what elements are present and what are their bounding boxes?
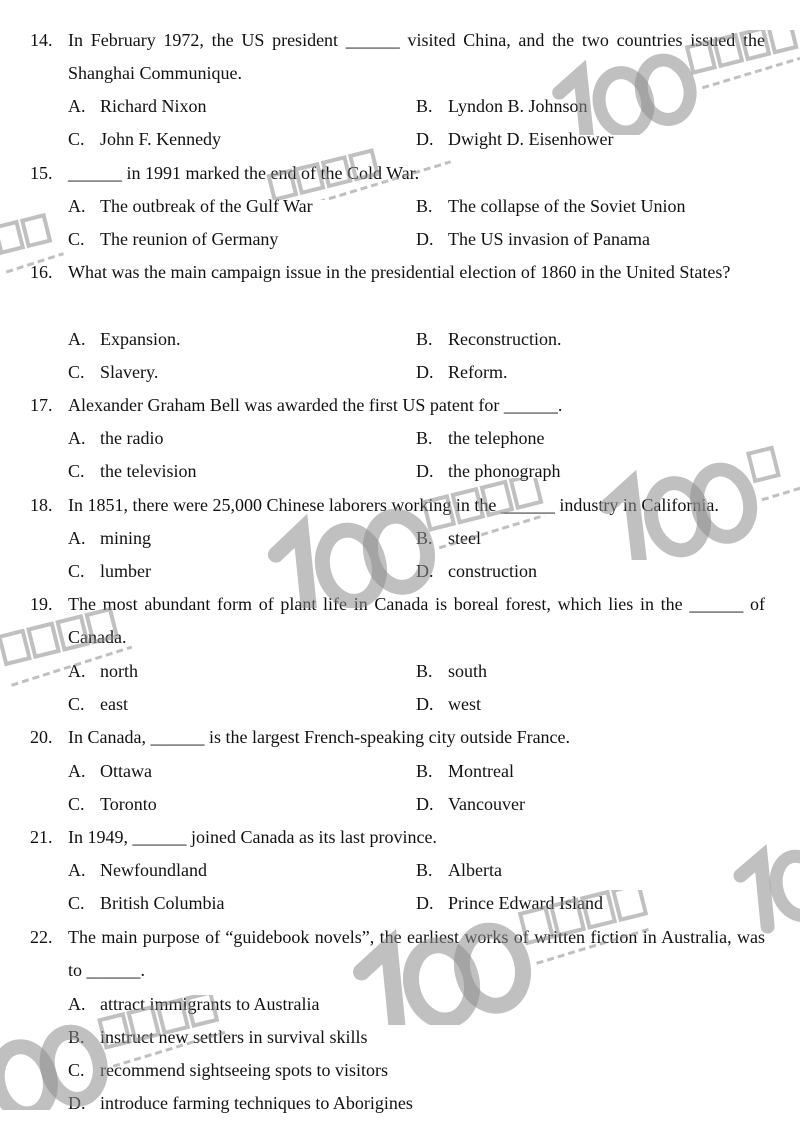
option-c: C. Toronto	[68, 794, 157, 814]
option-a: A. Richard Nixon	[68, 96, 207, 116]
option-b: B. The collapse of the Soviet Union	[416, 196, 686, 216]
question-stem: In 1949, ______ joined Canada as its last province.	[68, 827, 437, 847]
question-stem: ______ in 1991 marked the end of the Cold War.	[68, 163, 420, 183]
option-b: B. Alberta	[416, 860, 502, 880]
question-stem: What was the main campaign issue in the presidential election of 1860 in the United States?	[68, 262, 731, 282]
option-c: C. recommend sightseeing spots to visitors	[68, 1060, 388, 1080]
question-stem: In February 1972, the US president ______ visited China, and the two countries issued the Shanghai Communique.	[68, 30, 765, 84]
option-d: D. Dwight D. Eisenhower	[416, 129, 614, 149]
question-stem: The main purpose of “guidebook novels”, the earliest works of written fiction in Australia, was to ______.	[68, 927, 765, 981]
option-d: D. Reform.	[416, 362, 508, 382]
option-c: C. John F. Kennedy	[68, 129, 222, 149]
question-number: 20.	[30, 727, 53, 747]
question-number: 19.	[30, 594, 53, 614]
question-number: 21.	[30, 827, 53, 847]
question-number: 18.	[30, 495, 53, 515]
option-a: A. Newfoundland	[68, 860, 207, 880]
option-d: D. west	[416, 694, 481, 714]
option-b: B. Montreal	[416, 761, 514, 781]
option-d: D. the phonograph	[416, 461, 561, 481]
option-c: C. Slavery.	[68, 362, 159, 382]
option-b: B. Lyndon B. Johnson	[416, 96, 588, 116]
option-c: C. British Columbia	[68, 893, 225, 913]
question-stem: In 1851, there were 25,000 Chinese laborers working in the ______ industry in California.	[68, 495, 719, 515]
option-a: A. The outbreak of the Gulf War	[68, 196, 313, 216]
option-a: A. north	[68, 661, 138, 681]
option-a: A. the radio	[68, 428, 164, 448]
question-stem: Alexander Graham Bell was awarded the first US patent for ______.	[68, 395, 563, 415]
option-d: D. Vancouver	[416, 794, 525, 814]
option-c: C. east	[68, 694, 128, 714]
question-stem: The most abundant form of plant life in Canada is boreal forest, which lies in the ______ of Canada.	[68, 594, 765, 648]
option-b: B. south	[416, 661, 488, 681]
option-d: D. introduce farming techniques to Aborigines	[68, 1093, 413, 1113]
option-c: C. lumber	[68, 561, 151, 581]
question-number: 22.	[30, 927, 53, 947]
question-number: 17.	[30, 395, 53, 415]
option-b: B. instruct new settlers in survival skills	[68, 1027, 368, 1047]
option-d: D. The US invasion of Panama	[416, 229, 650, 249]
option-b: B. the telephone	[416, 428, 545, 448]
question-number: 16.	[30, 262, 53, 282]
option-a: A. attract immigrants to Australia	[68, 994, 320, 1014]
option-c: C. The reunion of Germany	[68, 229, 279, 249]
question-number: 14.	[30, 30, 53, 50]
option-a: A. Expansion.	[68, 329, 181, 349]
option-b: B. Reconstruction.	[416, 329, 562, 349]
option-c: C. the television	[68, 461, 197, 481]
question-stem: In Canada, ______ is the largest French-speaking city outside France.	[68, 727, 571, 747]
option-b: B. steel	[416, 528, 481, 548]
option-d: D. Prince Edward Island	[416, 893, 603, 913]
option-a: A. mining	[68, 528, 152, 548]
option-a: A. Ottawa	[68, 761, 152, 781]
option-d: D. construction	[416, 561, 537, 581]
question-number: 15.	[30, 163, 53, 183]
